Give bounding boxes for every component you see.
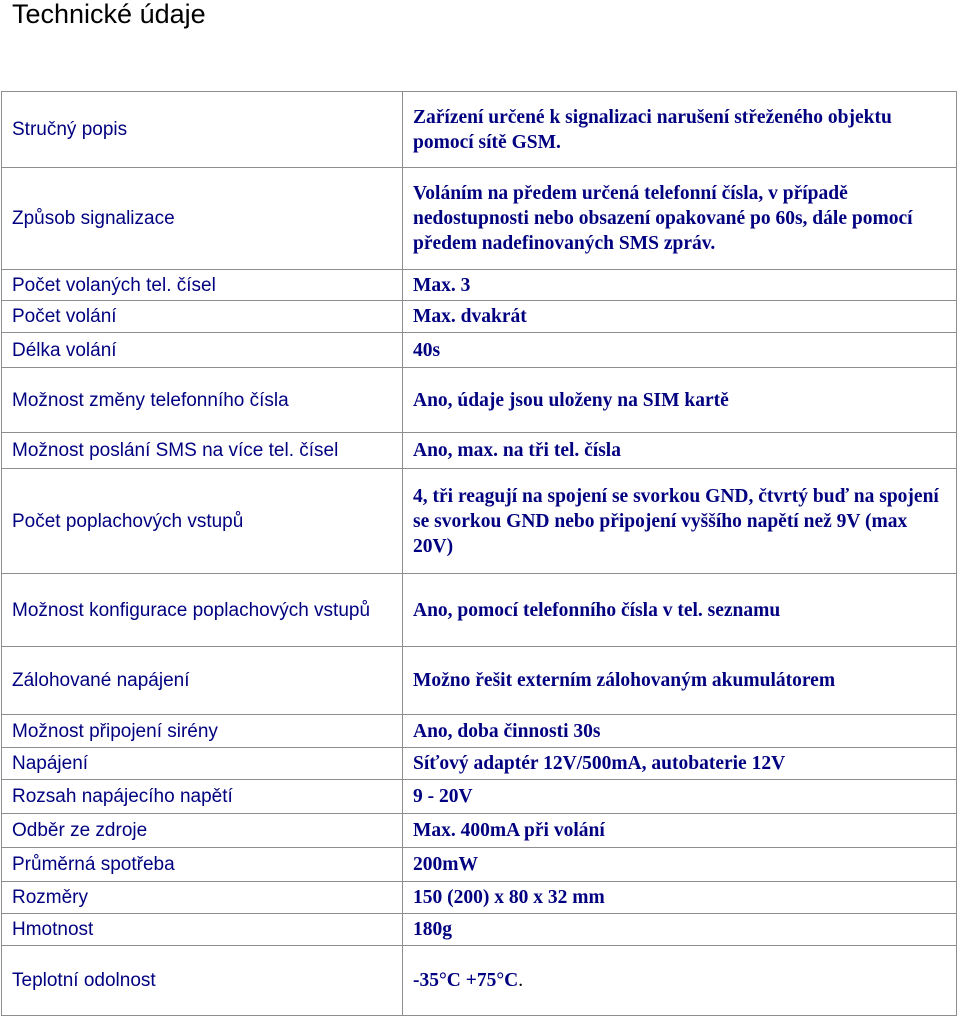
table-row: [2, 848, 957, 882]
spec-value: Ano, max. na tři tel. čísla: [403, 433, 957, 469]
spec-value: 180g: [403, 914, 957, 946]
table-row: [2, 748, 957, 780]
spec-value: [403, 946, 957, 1016]
spec-label: Odběr ze zdroje: [2, 814, 403, 848]
spec-value: 200mW: [403, 848, 957, 882]
table-row: [2, 882, 957, 914]
spec-label: Délka volání: [2, 333, 403, 368]
specifications-table: [1, 91, 957, 1016]
table-row: [2, 814, 957, 848]
spec-value: Ano, údaje jsou uloženy na SIM kartě: [403, 368, 957, 433]
spec-label: Stručný popis: [2, 92, 403, 168]
spec-label: Teplotní odolnost: [2, 946, 403, 1016]
spec-value-text: -35°C +75°C: [413, 970, 519, 991]
spec-value: 4, tři reagují na spojení se svorkou GND, čtvrtý buď na spojení se svorkou GND nebo připojení vyššího napětí než 9V (max 20V): [403, 469, 957, 574]
spec-value: Ano, doba činnosti 30s: [403, 715, 957, 748]
table-row: [2, 647, 957, 715]
spec-value: Voláním na předem určená telefonní čísla, v případě nedostupnosti nebo obsazení opakované po 60s, dále pomocí předem nadefinovaných SMS zpráv.: [403, 168, 957, 270]
spec-label: Napájení: [2, 748, 403, 780]
spec-label: Hmotnost: [2, 914, 403, 946]
table-row: [2, 715, 957, 748]
page-title: Technické údaje: [12, 0, 206, 29]
table-row: [2, 168, 957, 270]
spec-value-suffix: .: [518, 970, 524, 991]
spec-value: Ano, pomocí telefonního čísla v tel. seznamu: [403, 574, 957, 647]
table-row: [2, 92, 957, 168]
spec-label: Počet volání: [2, 301, 403, 333]
table-row: [2, 270, 957, 301]
spec-label: Možnost poslání SMS na více tel. čísel: [2, 433, 403, 469]
table-row: [2, 946, 957, 1016]
spec-label: Možnost konfigurace poplachových vstupů: [2, 574, 403, 647]
table-row: [2, 433, 957, 469]
table-row: [2, 301, 957, 333]
spec-label: Počet volaných tel. čísel: [2, 270, 403, 301]
table-row: [2, 780, 957, 814]
spec-label: Zálohované napájení: [2, 647, 403, 715]
spec-value: Zařízení určené k signalizaci narušení střeženého objektu pomocí sítě GSM.: [403, 92, 957, 168]
spec-value: 9 - 20V: [403, 780, 957, 814]
spec-value: Síťový adaptér 12V/500mA, autobaterie 12V: [403, 748, 957, 780]
spec-label: Počet poplachových vstupů: [2, 469, 403, 574]
spec-label: Způsob signalizace: [2, 168, 403, 270]
table-row: [2, 914, 957, 946]
spec-value: 150 (200) x 80 x 32 mm: [403, 882, 957, 914]
spec-label: Rozsah napájecího napětí: [2, 780, 403, 814]
table-row: [2, 574, 957, 647]
spec-value: Max. dvakrát: [403, 301, 957, 333]
table-row: [2, 333, 957, 368]
spec-label: Rozměry: [2, 882, 403, 914]
spec-value: Možno řešit externím zálohovaným akumulátorem: [403, 647, 957, 715]
spec-label: Možnost změny telefonního čísla: [2, 368, 403, 433]
table-row: [2, 469, 957, 574]
spec-label: Možnost připojení sirény: [2, 715, 403, 748]
spec-value: 40s: [403, 333, 957, 368]
spec-value: Max. 400mA při volání: [403, 814, 957, 848]
spec-value: Max. 3: [403, 270, 957, 301]
spec-label: Průměrná spotřeba: [2, 848, 403, 882]
table-row: [2, 368, 957, 433]
